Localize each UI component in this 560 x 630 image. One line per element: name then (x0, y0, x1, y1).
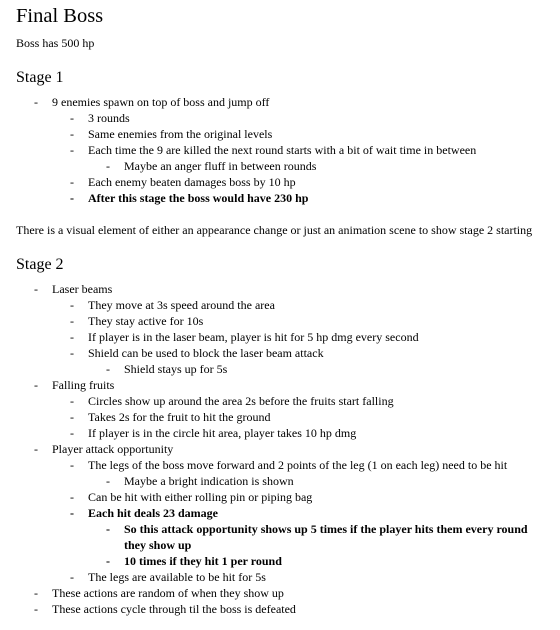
list-item (16, 393, 550, 409)
stage-2-list (16, 281, 550, 617)
bullet-dash-icon: - (106, 554, 110, 568)
list-item (16, 473, 550, 489)
bullet-dash-icon: - (34, 282, 38, 296)
bullet-dash-icon: - (106, 159, 110, 173)
bullet-dash-icon: - (34, 602, 38, 616)
bullet-dash-icon: - (34, 586, 38, 600)
list-item (16, 142, 550, 158)
bullet-dash-icon: - (70, 458, 74, 472)
list-item-text: Each time the 9 are killed the next round starts with a bit of wait time in between (88, 143, 477, 157)
list-item (16, 425, 550, 441)
list-item-text: After this stage the boss would have 230 hp (88, 191, 309, 205)
list-item-text: Shield stays up for 5s (124, 362, 228, 376)
list-item-text: If player is in the circle hit area, player takes 10 hp dmg (88, 426, 357, 440)
stage-1-heading: Stage 1 (16, 69, 64, 86)
bullet-dash-icon: - (70, 175, 74, 189)
list-item (16, 126, 550, 142)
list-item (16, 297, 550, 313)
list-item-text: Maybe a bright indication is shown (124, 474, 294, 488)
bullet-dash-icon: - (70, 410, 74, 424)
bullet-dash-icon: - (34, 378, 38, 392)
list-item-text: They move at 3s speed around the area (88, 298, 275, 312)
list-item (16, 489, 550, 505)
list-item (16, 569, 550, 585)
list-item (16, 409, 550, 425)
list-item-text: Each enemy beaten damages boss by 10 hp (88, 175, 296, 189)
bullet-dash-icon: - (70, 127, 74, 141)
bullet-dash-icon: - (70, 426, 74, 440)
bullet-dash-icon: - (70, 346, 74, 360)
list-item (16, 601, 550, 617)
list-item-text: These actions cycle through til the boss is defeated (52, 602, 296, 616)
list-item-text: Laser beams (52, 282, 113, 296)
list-item-text: Falling fruits (52, 378, 115, 392)
list-item (16, 329, 550, 345)
list-item (16, 345, 550, 361)
list-item (16, 505, 550, 521)
list-item-text: 9 enemies spawn on top of boss and jump off (52, 95, 270, 109)
bullet-dash-icon: - (106, 522, 110, 536)
list-item (16, 521, 550, 553)
list-item (16, 457, 550, 473)
list-item-text: So this attack opportunity shows up 5 times if the player hits them every round they show up (124, 522, 528, 552)
bullet-dash-icon: - (70, 330, 74, 344)
boss-hp-note: Boss has 500 hp (16, 36, 95, 50)
list-item-text: These actions are random of when they show up (52, 586, 284, 600)
bullet-dash-icon: - (70, 298, 74, 312)
list-item (16, 377, 550, 393)
list-item (16, 110, 550, 126)
list-item-text: Same enemies from the original levels (88, 127, 273, 141)
list-item-text: Player attack opportunity (52, 442, 174, 456)
list-item-text: The legs of the boss move forward and 2 points of the leg (1 on each leg) need to be hit (88, 458, 508, 472)
bullet-dash-icon: - (70, 394, 74, 408)
list-item (16, 585, 550, 601)
transition-paragraph: There is a visual element of either an appearance change or just an animation scene to show stage 2 starting (16, 223, 533, 237)
list-item (16, 313, 550, 329)
bullet-dash-icon: - (34, 442, 38, 456)
list-item (16, 174, 550, 190)
bullet-dash-icon: - (70, 490, 74, 504)
list-item (16, 94, 550, 110)
list-item-text: They stay active for 10s (88, 314, 204, 328)
bullet-dash-icon: - (70, 570, 74, 584)
list-item-text: Each hit deals 23 damage (88, 506, 219, 520)
bullet-dash-icon: - (106, 474, 110, 488)
document-title: Final Boss (16, 5, 104, 27)
bullet-dash-icon: - (70, 143, 74, 157)
list-item-text: 3 rounds (88, 111, 130, 125)
stage-1-list (16, 94, 550, 206)
bullet-dash-icon: - (70, 111, 74, 125)
list-item (16, 553, 550, 569)
list-item-text: Maybe an anger fluff in between rounds (124, 159, 317, 173)
list-item (16, 441, 550, 457)
bullet-dash-icon: - (106, 362, 110, 376)
list-item-text: Circles show up around the area 2s before the fruits start falling (88, 394, 394, 408)
list-item (16, 158, 550, 174)
list-item-text: Takes 2s for the fruit to hit the ground (88, 410, 271, 424)
list-item-text: If player is in the laser beam, player is hit for 5 hp dmg every second (88, 330, 419, 344)
list-item-text: The legs are available to be hit for 5s (88, 570, 266, 584)
bullet-dash-icon: - (70, 191, 74, 205)
list-item-text: 10 times if they hit 1 per round (124, 554, 282, 568)
list-item (16, 361, 550, 377)
list-item (16, 281, 550, 297)
list-item-text: Shield can be used to block the laser beam attack (88, 346, 324, 360)
bullet-dash-icon: - (70, 314, 74, 328)
list-item-text: Can be hit with either rolling pin or piping bag (88, 490, 313, 504)
bullet-dash-icon: - (70, 506, 74, 520)
bullet-dash-icon: - (34, 95, 38, 109)
stage-2-heading: Stage 2 (16, 256, 64, 273)
list-item (16, 190, 550, 206)
